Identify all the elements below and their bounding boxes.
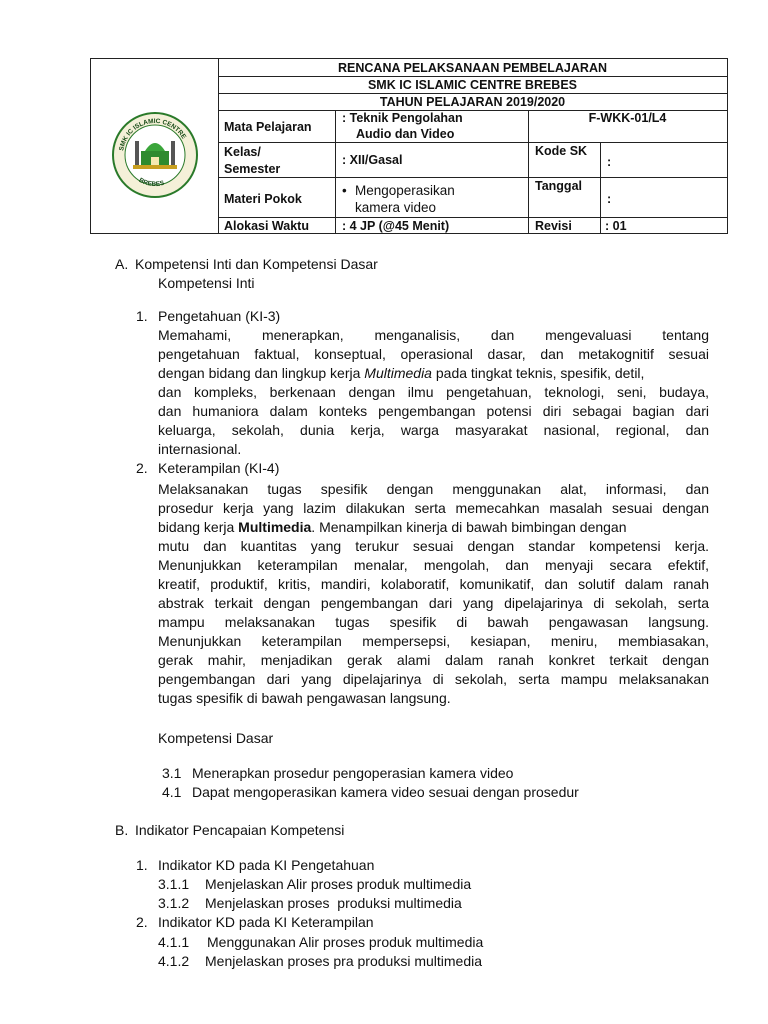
ki4-line: mampu melaksanakan tugas spesifik di bawah pengawasan langsung. — [158, 614, 709, 630]
ki4-line: tugas spesifik di bawah pengawasan langsung. — [158, 690, 451, 706]
mapel-label: Mata Pelajaran — [224, 120, 312, 134]
ki3-text: pada tingkat teknis, spesifik, detil, — [431, 365, 645, 381]
indikator-num: 3.1.2 — [158, 895, 190, 911]
ki3-line — [158, 364, 709, 383]
ki4-line: prosedur kerja yang lazim dilakukan serta memecahkan masalah sesuai dengan — [158, 500, 709, 516]
ki4-line: Menunjukkan keterampilan menalar, mengolah, dan menyaji secara efektif, — [158, 557, 709, 573]
indikator-text: Menggunakan Alir proses produk multimedia — [207, 934, 484, 950]
kelas-label-2: Semester — [224, 162, 281, 176]
materi-value-2: kamera video — [355, 200, 437, 215]
materi-value-1: Mengoperasikan — [355, 183, 455, 198]
ki3-multimedia: Multimedia — [364, 365, 432, 381]
materi-label: Materi Pokok — [224, 192, 302, 206]
kd-num: 3.1 — [162, 765, 182, 781]
ki4-title: Keterampilan (KI-4) — [158, 460, 280, 476]
logo-cell — [91, 59, 219, 233]
alokasi-value: : 4 JP (@45 Menit) — [342, 219, 450, 233]
kodesk-value: : — [607, 155, 612, 169]
ki-heading: Kompetensi Inti — [158, 275, 255, 291]
logo-text-top: SMK IC ISLAMIC CENTRE — [118, 117, 188, 152]
section-a-title: Kompetensi Inti dan Kompetensi Dasar — [135, 256, 378, 272]
logo-text-bottom: BREBES — [137, 176, 166, 189]
tanggal-value: : — [607, 192, 612, 206]
section-b-marker: B. — [115, 822, 129, 838]
materi-bullet-icon: • — [342, 183, 347, 198]
school-name: SMK IC ISLAMIC CENTRE BREBES — [367, 78, 578, 92]
indikator-num: 4.1.1 — [158, 934, 190, 950]
section-a-marker: A. — [115, 256, 129, 272]
indikator-group-title: Indikator KD pada KI Pengetahuan — [158, 857, 375, 873]
ki4-line: gerak mahir, menjadikan gerak alami dalam ranah konkret terkait dengan — [158, 652, 709, 668]
alokasi-label: Alokasi Waktu — [224, 219, 309, 233]
indikator-group-num: 2. — [136, 914, 148, 930]
ki3-line: pengetahuan faktual, konseptual, operasional dasar, dan metakognitif sesuai — [158, 346, 709, 362]
ki4-line: mutu dan kuantitas yang terukur sesuai dengan standar kompetensi kerja. — [158, 538, 709, 554]
ki4-text: bidang kerja — [158, 519, 239, 535]
indikator-text: Menjelaskan Alir proses produk multimedia — [205, 876, 472, 892]
ki3-line: internasional. — [158, 441, 242, 457]
ki3-line: dan kompleks, berkenaan dengan ilmu pengetahuan, teknologi, seni, budaya, — [158, 384, 709, 400]
revisi-value: : 01 — [605, 219, 627, 233]
ki4-line: Menunjukkan keterampilan mempersepsi, kesiapan, meniru, membiasakan, — [158, 633, 709, 649]
ki3-line: dan humaniora dalam konteks pengembangan potensi diri sebagai bagian dari — [158, 403, 709, 419]
ki3-title: Pengetahuan (KI-3) — [158, 308, 281, 324]
ki3-num: 1. — [136, 308, 148, 324]
ki3-line: Memahami, menerapkan, menganalisis, dan mengevaluasi tentang — [158, 327, 709, 343]
form-code: F-WKK-01/L4 — [588, 111, 667, 125]
mapel-value-1: : Teknik Pengolahan — [342, 111, 463, 125]
ki3-text: dengan bidang dan lingkup kerja — [158, 365, 365, 381]
ki4-num: 2. — [136, 460, 148, 476]
header-table — [90, 58, 728, 234]
doc-title: RENCANA PELAKSANAAN PEMBELAJARAN — [338, 61, 607, 75]
ki4-line: abstrak terkait dengan pengembangan dari yang dipelajarinya di sekolah, serta — [158, 595, 709, 611]
academic-year: TAHUN PELAJARAN 2019/2020 — [379, 95, 566, 109]
ki4-line: kreatif, produktif, kritis, mandiri, kolaboratif, komunikatif, dan solutif dalam ranah — [158, 576, 709, 592]
ki4-line — [158, 518, 709, 537]
ki4-line: pengembangan dari yang dipelajarinya di sekolah, serta mampu melaksanakan — [158, 671, 709, 687]
kd-num: 4.1 — [162, 784, 182, 800]
indikator-num: 4.1.2 — [158, 953, 190, 969]
tanggal-label: Tanggal — [535, 179, 582, 193]
mapel-value-2: Audio dan Video — [356, 127, 455, 141]
kelas-label-1: Kelas/ — [224, 145, 261, 159]
kelas-value: : XII/Gasal — [342, 153, 403, 167]
kd-text: Dapat mengoperasikan kamera video sesuai dengan prosedur — [192, 784, 579, 800]
indikator-num: 3.1.1 — [158, 876, 190, 892]
kd-text: Menerapkan prosedur pengoperasian kamera video — [192, 765, 514, 781]
kd-heading: Kompetensi Dasar — [158, 730, 274, 746]
indikator-group-title: Indikator KD pada KI Keterampilan — [158, 914, 374, 930]
ki3-line: keluarga, sekolah, dunia kerja, warga masyarakat nasional, regional, dan — [158, 422, 709, 438]
ki4-line: Melaksanakan tugas spesifik dengan menggunakan alat, informasi, dan — [158, 481, 709, 497]
indikator-group-num: 1. — [136, 857, 148, 873]
indikator-text: Menjelaskan proses produksi multimedia — [205, 895, 462, 911]
kodesk-label: Kode SK — [535, 144, 588, 158]
indikator-text: Menjelaskan proses pra produksi multimedia — [205, 953, 483, 969]
revisi-label: Revisi — [535, 219, 572, 233]
ki4-text: . Menampilkan kinerja di bawah bimbingan dengan — [311, 519, 627, 535]
school-logo — [111, 111, 199, 199]
ki4-multimedia: Multimedia — [238, 519, 312, 535]
section-b-title: Indikator Pencapaian Kompetensi — [135, 822, 345, 838]
